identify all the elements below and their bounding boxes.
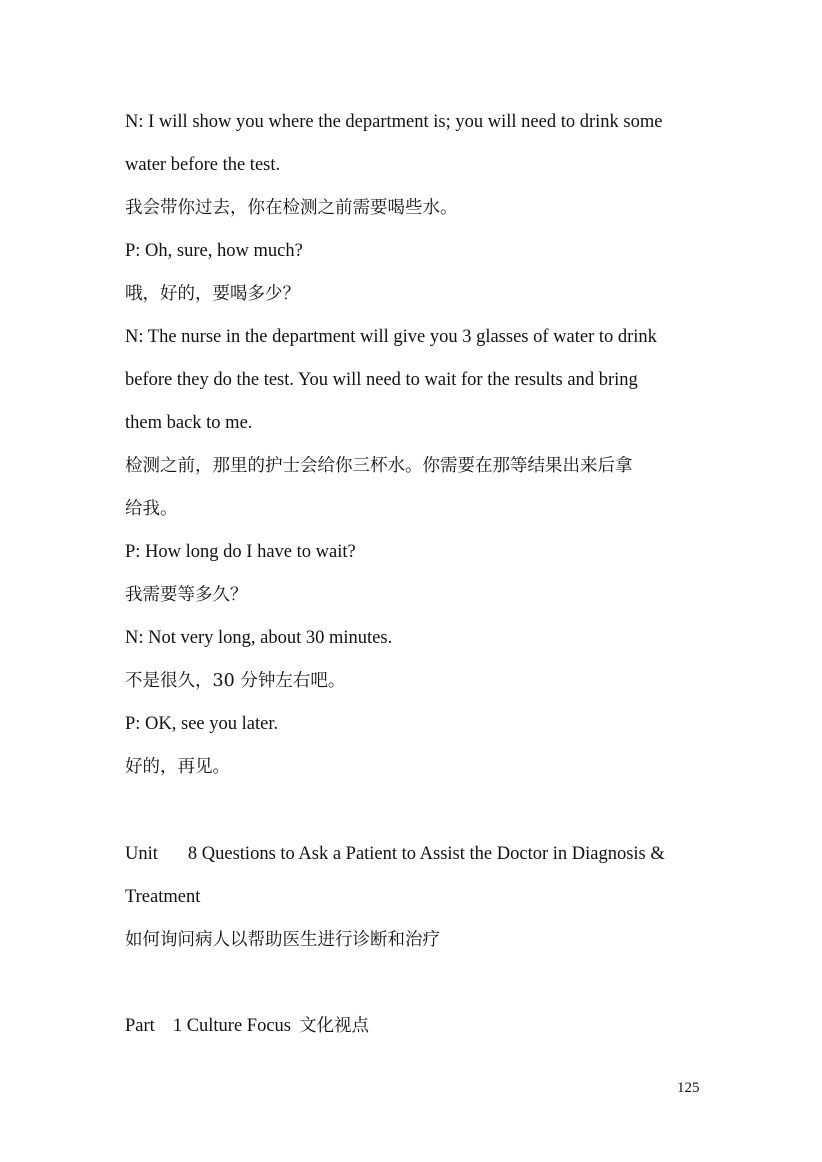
dialogue-line: N: The nurse in the department will give you 3 glasses of water to drink: [125, 327, 657, 347]
unit-label: Unit: [125, 844, 158, 864]
part-title-zh: 文化视点: [299, 1016, 370, 1036]
dialogue-line-zh: 检测之前，那里的护士会给你三杯水。你需要在那等结果出来后拿: [125, 456, 633, 476]
dialogue-line: before they do the test. You will need to wait for the results and bring: [125, 370, 638, 390]
dialogue-line: N: I will show you where the department is; you will need to drink some: [125, 112, 663, 132]
dialogue-line-zh: 好的，再见。: [125, 757, 230, 777]
dialogue-line-zh: 我会带你过去，你在检测之前需要喝些水。: [125, 198, 458, 218]
dialogue-line: N: Not very long, about 30 minutes.: [125, 628, 393, 648]
dialogue-line-zh: 哦，好的，要喝多少？: [125, 284, 300, 304]
dialogue-line: P: How long do I have to wait?: [125, 542, 356, 562]
dialogue-line-zh: 我需要等多久？: [125, 585, 248, 605]
dialogue-line: P: OK, see you later.: [125, 714, 279, 734]
part-title: 1 Culture Focus: [172, 1016, 292, 1036]
unit-title: 8 Questions to Ask a Patient to Assist the Doctor in Diagnosis &: [187, 844, 665, 864]
page-number: 125: [677, 1080, 700, 1096]
dialogue-line: water before the test.: [125, 155, 281, 175]
unit-title-continued: Treatment: [125, 887, 201, 907]
part-label: Part: [125, 1016, 155, 1036]
dialogue-line: P: Oh, sure, how much?: [125, 241, 303, 261]
dialogue-line-zh: 给我。: [125, 499, 178, 519]
part-heading: [125, 1015, 369, 1037]
unit-heading: [125, 843, 665, 865]
dialogue-line: them back to me.: [125, 413, 253, 433]
dialogue-line-zh: 不是很久，30 分钟左右吧。: [125, 671, 346, 691]
unit-title-zh: 如何询问病人以帮助医生进行诊断和治疗: [125, 930, 440, 950]
